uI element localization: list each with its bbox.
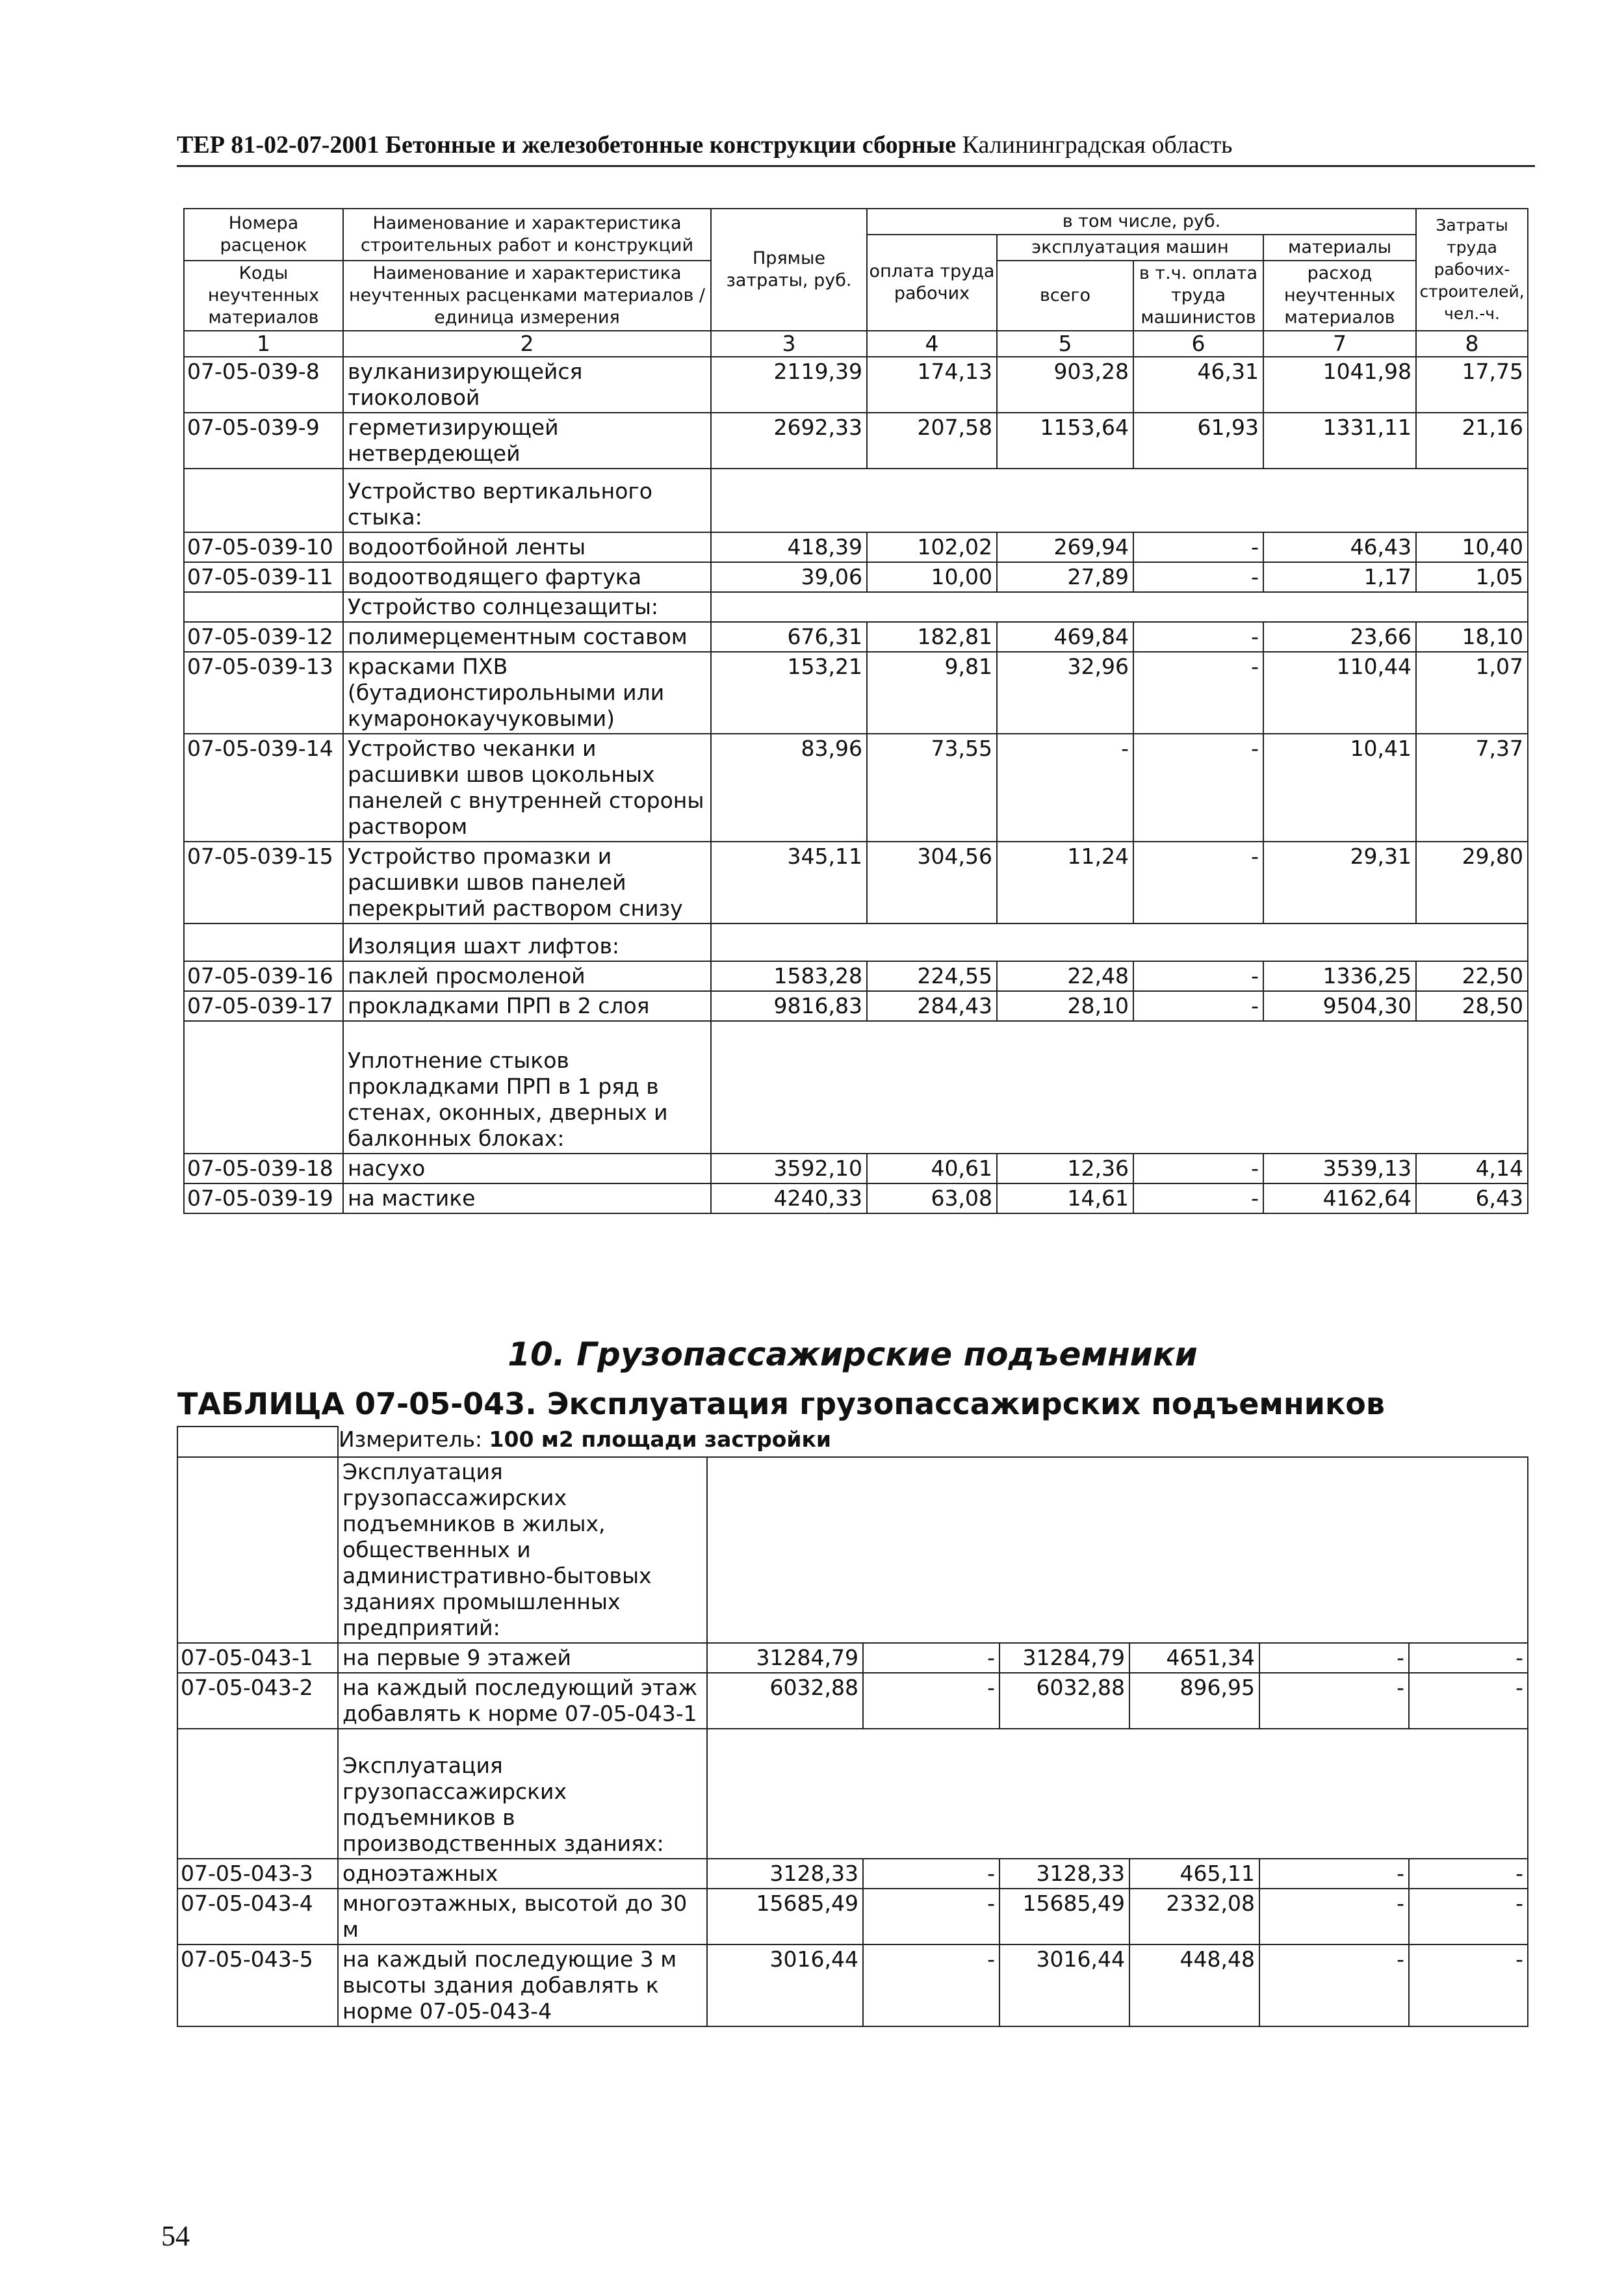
value-v8: - <box>1409 1889 1528 1945</box>
col-rate-numbers: Номера расценок <box>184 209 343 261</box>
value-v3: 676,31 <box>711 622 867 652</box>
rate-code: 07-05-039-17 <box>184 991 343 1021</box>
rate-code: 07-05-043-1 <box>177 1643 338 1673</box>
col-direct-costs: Прямые затраты, руб. <box>711 209 867 331</box>
table-row <box>184 1154 1528 1183</box>
rate-code: 07-05-039-15 <box>184 842 343 924</box>
table-row <box>184 1183 1528 1213</box>
table-row <box>184 652 1528 734</box>
group-label: Эксплуатация грузопассажирских подъемников в жилых, общественных и административно-бытовых зданиях промышленных предприятий: <box>338 1457 707 1643</box>
page-number: 54 <box>161 2220 190 2252</box>
value-v6: - <box>1133 961 1263 991</box>
group-label: Уплотнение стыков прокладками ПРП в 1 ряд в стенах, оконных, дверных и балконных блоках: <box>343 1021 711 1154</box>
value-v6: 896,95 <box>1129 1673 1259 1729</box>
group-row <box>184 469 1528 532</box>
group-row <box>184 924 1528 961</box>
value-v4: 102,02 <box>867 532 997 562</box>
value-v7: - <box>1259 1643 1409 1673</box>
value-v4: 224,55 <box>867 961 997 991</box>
value-v8: - <box>1409 1859 1528 1889</box>
group-label: Устройство вертикального стыка: <box>343 469 711 532</box>
value-v8: - <box>1409 1945 1528 2026</box>
value-v3: 153,21 <box>711 652 867 734</box>
column-numbers-row <box>184 331 1528 357</box>
value-v5: 11,24 <box>997 842 1133 924</box>
col-including: в том числе, руб. <box>867 209 1416 235</box>
value-v6: 465,11 <box>1129 1859 1259 1889</box>
value-v5: 28,10 <box>997 991 1133 1021</box>
value-v4: - <box>863 1643 999 1673</box>
value-v6: 46,31 <box>1133 357 1263 413</box>
value-v5: 12,36 <box>997 1154 1133 1183</box>
rate-code: 07-05-039-11 <box>184 562 343 592</box>
work-name: на мастике <box>343 1183 711 1213</box>
value-v3: 418,39 <box>711 532 867 562</box>
rate-code: 07-05-039-9 <box>184 413 343 469</box>
header-region: Калининградская область <box>962 131 1233 159</box>
work-name: паклей просмоленой <box>343 961 711 991</box>
value-v5: 22,48 <box>997 961 1133 991</box>
value-v3: 2119,39 <box>711 357 867 413</box>
value-v5: 3128,33 <box>999 1859 1129 1889</box>
value-v7: 29,31 <box>1263 842 1416 924</box>
table-row <box>184 991 1528 1021</box>
document-header <box>177 130 1535 167</box>
value-v8: 28,50 <box>1416 991 1528 1021</box>
value-v3: 3016,44 <box>707 1945 863 2026</box>
column-number: 4 <box>867 331 997 357</box>
measure-line <box>338 1427 1528 1457</box>
value-v6: - <box>1133 991 1263 1021</box>
rate-code: 07-05-039-12 <box>184 622 343 652</box>
rate-code: 07-05-039-16 <box>184 961 343 991</box>
col-machines-total: всего <box>997 261 1133 331</box>
rate-code: 07-05-043-2 <box>177 1673 338 1729</box>
section-10-table <box>177 1311 1528 2027</box>
value-v6: 448,48 <box>1129 1945 1259 2026</box>
column-number: 6 <box>1133 331 1263 357</box>
table-row <box>184 413 1528 469</box>
value-v7: 1331,11 <box>1263 413 1416 469</box>
value-v4: 304,56 <box>867 842 997 924</box>
col-materials-consumption: расход неучтенных материалов <box>1263 261 1416 331</box>
value-v5: 27,89 <box>997 562 1133 592</box>
group-label: Устройство солнцезащиты: <box>343 592 711 622</box>
col-material-codes: Коды неучтенных материалов <box>184 261 343 331</box>
table-title: ТАБЛИЦА 07-05-043. Эксплуатация грузопассажирских подъемников <box>177 1386 1385 1421</box>
rate-code: 07-05-039-18 <box>184 1154 343 1183</box>
value-v8: 7,37 <box>1416 734 1528 842</box>
table-row <box>177 1945 1528 2026</box>
value-v3: 6032,88 <box>707 1673 863 1729</box>
value-v6: - <box>1133 1154 1263 1183</box>
value-v8: 6,43 <box>1416 1183 1528 1213</box>
value-v5: 14,61 <box>997 1183 1133 1213</box>
value-v8: - <box>1409 1673 1528 1729</box>
table-row <box>184 842 1528 924</box>
value-v8: 1,07 <box>1416 652 1528 734</box>
work-name: Устройство чеканки и расшивки швов цокольных панелей с внутренней стороны раствором <box>343 734 711 842</box>
value-v3: 1583,28 <box>711 961 867 991</box>
value-v8: 1,05 <box>1416 562 1528 592</box>
value-v7: - <box>1259 1859 1409 1889</box>
table-row <box>184 532 1528 562</box>
table-row <box>184 961 1528 991</box>
value-v7: 3539,13 <box>1263 1154 1416 1183</box>
column-number: 3 <box>711 331 867 357</box>
value-v6: - <box>1133 652 1263 734</box>
value-v8: 29,80 <box>1416 842 1528 924</box>
rate-code: 07-05-043-4 <box>177 1889 338 1945</box>
value-v5: 3016,44 <box>999 1945 1129 2026</box>
value-v8: 18,10 <box>1416 622 1528 652</box>
rate-code: 07-05-039-10 <box>184 532 343 562</box>
value-v5: 15685,49 <box>999 1889 1129 1945</box>
value-v4: 9,81 <box>867 652 997 734</box>
group-label: Изоляция шахт лифтов: <box>343 924 711 961</box>
section-title: 10. Грузопассажирские подъемники <box>508 1336 1198 1373</box>
table-row <box>177 1673 1528 1729</box>
rate-code: 07-05-043-5 <box>177 1945 338 2026</box>
work-name: полимерцементным составом <box>343 622 711 652</box>
value-v8: 17,75 <box>1416 357 1528 413</box>
value-v3: 3128,33 <box>707 1859 863 1889</box>
rate-code: 07-05-043-3 <box>177 1859 338 1889</box>
value-v6: - <box>1133 562 1263 592</box>
work-name: на каждый последующий этаж добавлять к норме 07-05-043-1 <box>338 1673 707 1729</box>
value-v5: 903,28 <box>997 357 1133 413</box>
value-v7: - <box>1259 1889 1409 1945</box>
rate-code: 07-05-039-19 <box>184 1183 343 1213</box>
group-label: Эксплуатация грузопассажирских подъемников в производственных зданиях: <box>338 1729 707 1859</box>
column-number: 7 <box>1263 331 1416 357</box>
table-row <box>177 1859 1528 1889</box>
value-v4: 174,13 <box>867 357 997 413</box>
table-row <box>184 622 1528 652</box>
value-v8: 21,16 <box>1416 413 1528 469</box>
value-v3: 3592,10 <box>711 1154 867 1183</box>
value-v5: - <box>997 734 1133 842</box>
value-v6: - <box>1133 622 1263 652</box>
col-materials: материалы <box>1263 235 1416 261</box>
value-v3: 39,06 <box>711 562 867 592</box>
value-v3: 9816,83 <box>711 991 867 1021</box>
value-v4: - <box>863 1859 999 1889</box>
work-name: на первые 9 этажей <box>338 1643 707 1673</box>
work-name: многоэтажных, высотой до 30 м <box>338 1889 707 1945</box>
value-v6: - <box>1133 842 1263 924</box>
group-row <box>184 592 1528 622</box>
value-v7: 1336,25 <box>1263 961 1416 991</box>
table-row <box>184 357 1528 413</box>
value-v4: 284,43 <box>867 991 997 1021</box>
col-machines: эксплуатация машин <box>997 235 1263 261</box>
column-number: 8 <box>1416 331 1528 357</box>
value-v5: 1153,64 <box>997 413 1133 469</box>
value-v5: 32,96 <box>997 652 1133 734</box>
value-v4: 40,61 <box>867 1154 997 1183</box>
work-name: вулканизирующейся тиоколовой <box>343 357 711 413</box>
value-v7: 4162,64 <box>1263 1183 1416 1213</box>
work-name: водоотбойной ленты <box>343 532 711 562</box>
work-name: герметизирующей нетвердеющей <box>343 413 711 469</box>
value-v3: 2692,33 <box>711 413 867 469</box>
value-v6: 4651,34 <box>1129 1643 1259 1673</box>
value-v4: 73,55 <box>867 734 997 842</box>
work-name: на каждый последующие 3 м высоты здания добавлять к норме 07-05-043-4 <box>338 1945 707 2026</box>
value-v3: 15685,49 <box>707 1889 863 1945</box>
rate-code: 07-05-039-8 <box>184 357 343 413</box>
col-material-name: Наименование и характеристика неучтенных расценками материалов / единица измерения <box>343 261 711 331</box>
work-name: красками ПХВ (бутадионстирольными или кумаронокаучуковыми) <box>343 652 711 734</box>
value-v4: - <box>863 1889 999 1945</box>
column-number: 2 <box>343 331 711 357</box>
measure-value: 100 м2 площади застройки <box>489 1427 832 1452</box>
value-v3: 83,96 <box>711 734 867 842</box>
value-v7: 23,66 <box>1263 622 1416 652</box>
value-v3: 345,11 <box>711 842 867 924</box>
value-v7: 1041,98 <box>1263 357 1416 413</box>
value-v4: 10,00 <box>867 562 997 592</box>
work-name: насухо <box>343 1154 711 1183</box>
rates-table-039 <box>183 208 1528 1214</box>
value-v4: 207,58 <box>867 413 997 469</box>
value-v8: - <box>1409 1643 1528 1673</box>
col-labor: Затраты труда рабочих-строителей, чел.-ч. <box>1416 209 1528 331</box>
value-v7: - <box>1259 1673 1409 1729</box>
value-v8: 10,40 <box>1416 532 1528 562</box>
column-number: 5 <box>997 331 1133 357</box>
value-v4: 63,08 <box>867 1183 997 1213</box>
value-v6: 61,93 <box>1133 413 1263 469</box>
value-v3: 31284,79 <box>707 1643 863 1673</box>
value-v4: - <box>863 1673 999 1729</box>
column-number: 1 <box>184 331 343 357</box>
value-v8: 4,14 <box>1416 1154 1528 1183</box>
value-v4: 182,81 <box>867 622 997 652</box>
value-v6: 2332,08 <box>1129 1889 1259 1945</box>
value-v5: 6032,88 <box>999 1673 1129 1729</box>
work-name: одноэтажных <box>338 1859 707 1889</box>
work-name: прокладками ПРП в 2 слоя <box>343 991 711 1021</box>
work-name: Устройство промазки и расшивки швов панелей перекрытий раствором снизу <box>343 842 711 924</box>
col-machines-wages: в т.ч. оплата труда машинистов <box>1133 261 1263 331</box>
value-v6: - <box>1133 1183 1263 1213</box>
col-wages: оплата труда рабочих <box>867 235 997 331</box>
group-row <box>177 1729 1528 1859</box>
value-v6: - <box>1133 532 1263 562</box>
value-v3: 4240,33 <box>711 1183 867 1213</box>
rate-code: 07-05-039-14 <box>184 734 343 842</box>
value-v7: 46,43 <box>1263 532 1416 562</box>
table-row <box>184 562 1528 592</box>
table-row <box>177 1643 1528 1673</box>
col-work-name: Наименование и характеристика строительных работ и конструкций <box>343 209 711 261</box>
value-v5: 31284,79 <box>999 1643 1129 1673</box>
value-v7: 10,41 <box>1263 734 1416 842</box>
value-v5: 269,94 <box>997 532 1133 562</box>
measure-label: Измеритель: <box>339 1427 483 1452</box>
work-name: водоотводящего фартука <box>343 562 711 592</box>
header-title: ТЕР 81-02-07-2001 Бетонные и железобетонные конструкции сборные <box>177 131 957 159</box>
group-row <box>184 1021 1528 1154</box>
value-v7: 9504,30 <box>1263 991 1416 1021</box>
table-row <box>177 1889 1528 1945</box>
table-row <box>184 734 1528 842</box>
group-row <box>177 1457 1528 1643</box>
value-v5: 469,84 <box>997 622 1133 652</box>
value-v8: 22,50 <box>1416 961 1528 991</box>
value-v7: - <box>1259 1945 1409 2026</box>
rate-code: 07-05-039-13 <box>184 652 343 734</box>
value-v7: 110,44 <box>1263 652 1416 734</box>
value-v7: 1,17 <box>1263 562 1416 592</box>
value-v4: - <box>863 1945 999 2026</box>
value-v6: - <box>1133 734 1263 842</box>
